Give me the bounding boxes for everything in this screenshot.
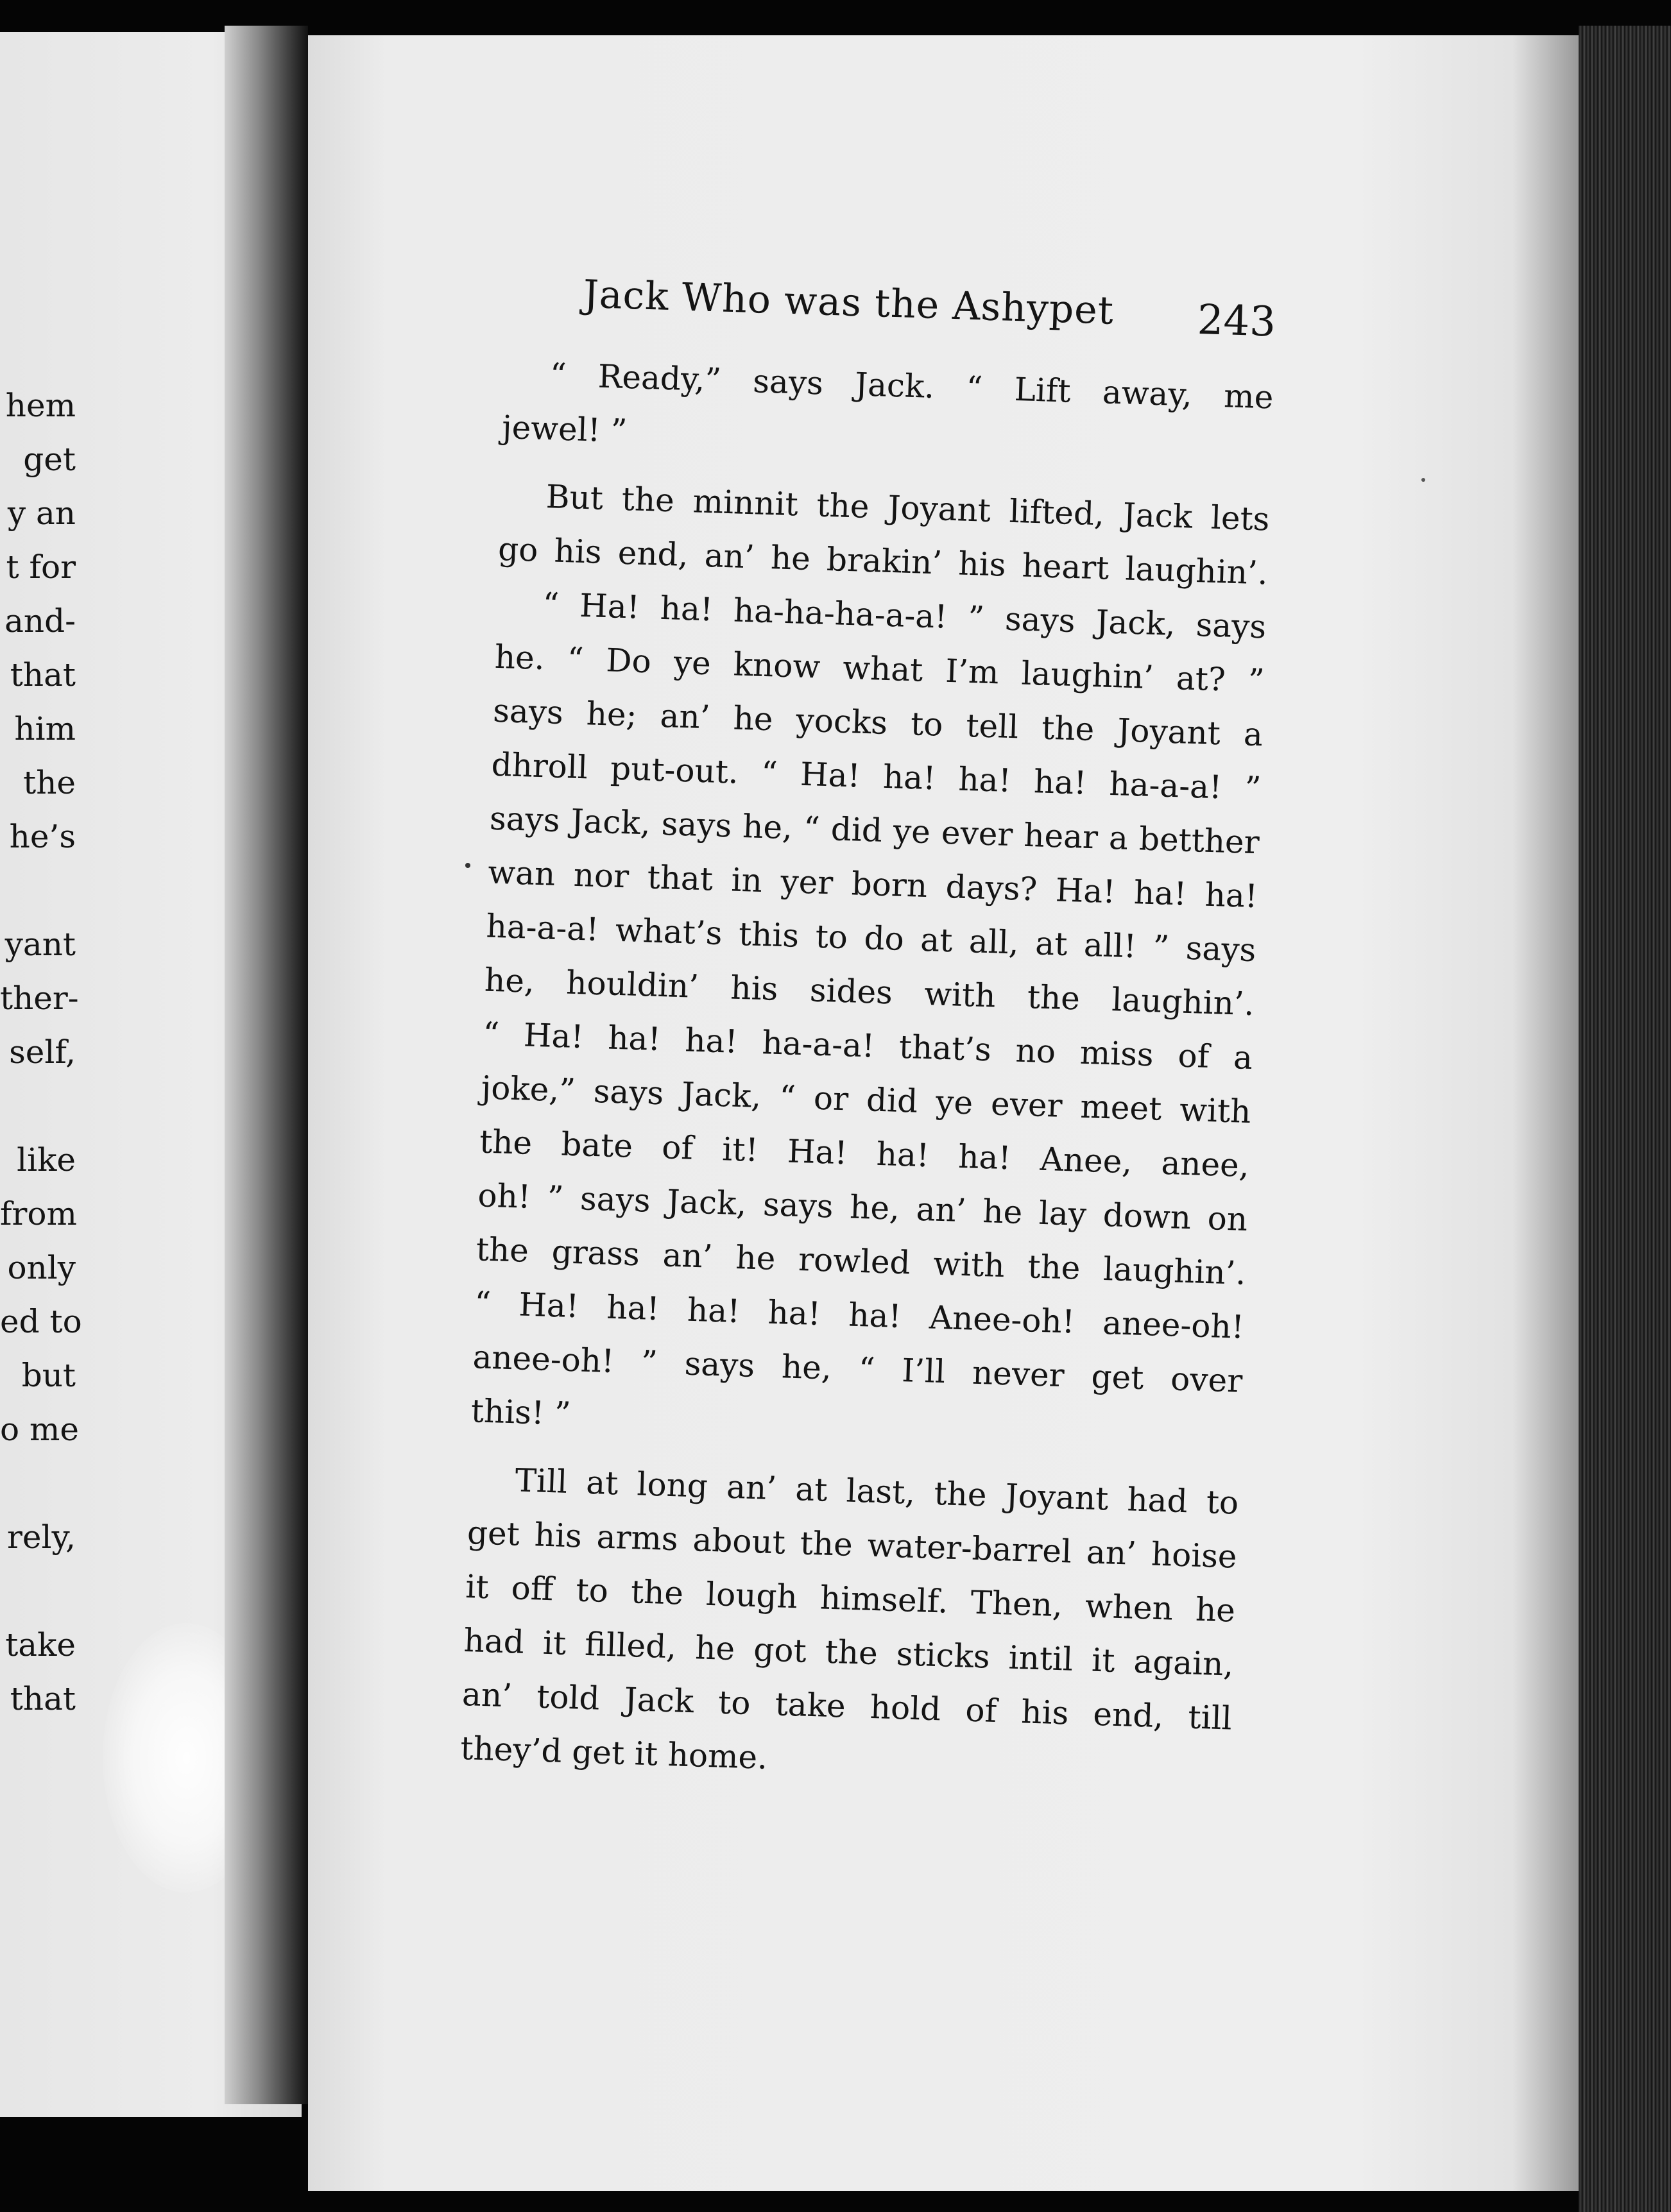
text-line: jewel! ”	[501, 408, 628, 450]
page-number: 243	[1196, 296, 1277, 346]
left-page-line: hem	[5, 387, 76, 424]
text-line: they’d get it home.	[459, 1729, 768, 1776]
text-line: he. “ Do ye know what I’m laughin’ at? ”	[494, 638, 1265, 700]
left-page-line: get	[23, 441, 76, 478]
text-line: “ Ha! ha! ha! ha! ha! Anee-oh! anee-oh!	[474, 1284, 1245, 1346]
left-page-line	[0, 1079, 76, 1133]
page-edges	[1579, 26, 1671, 2212]
left-page-line: but	[21, 1357, 76, 1394]
text-line: anee-oh! ” says he, “ I’ll never get over	[472, 1338, 1244, 1400]
left-page-line: like	[17, 1141, 76, 1178]
left-page-line: self,	[9, 1034, 76, 1071]
text-line: an’ told Jack to take hold of his end, till	[461, 1675, 1233, 1737]
left-page-line: ed to	[0, 1303, 82, 1340]
body-text	[459, 346, 1274, 1799]
text-line: it off to the lough himself. Then, when he	[465, 1568, 1236, 1629]
text-line: wan nor that in yer born days? Ha! ha! ha!	[487, 853, 1258, 915]
left-page-line	[0, 1564, 76, 1618]
left-page-line: take	[5, 1626, 76, 1663]
text-line: the bate of it! Ha! ha! ha! Anee, anee,	[479, 1123, 1250, 1185]
text-line: dhroll put-out. “ Ha! ha! ha! ha! ha-a-a! ”	[490, 745, 1262, 808]
text-line: joke,” says Jack, “ or did ye ever meet with	[481, 1069, 1252, 1131]
text-line: the grass an’ he rowled with the laughin’.	[476, 1230, 1247, 1292]
left-page-line	[0, 864, 76, 917]
left-page-line	[0, 1456, 76, 1510]
left-page-line: yant	[4, 926, 76, 963]
left-page-line: the	[23, 764, 76, 801]
left-page-line: o me	[0, 1411, 79, 1448]
left-page-line: that	[10, 656, 76, 693]
left-page-text-fragments	[0, 379, 82, 1726]
text-line: oh! ” says Jack, says he, an’ he lay down on	[477, 1177, 1248, 1238]
text-line: But the minnit the Joyant lifted, Jack lets	[545, 478, 1271, 538]
running-title: Jack Who was the Ashypet	[582, 271, 1115, 334]
paper-speck	[465, 863, 470, 868]
left-page-line: from	[0, 1195, 77, 1232]
paper-speck	[1421, 478, 1425, 482]
left-page-line: t for	[6, 549, 76, 586]
left-page-line: rely,	[7, 1519, 76, 1556]
text-line: “ Ha! ha! ha! ha-a-a! that’s no miss of a	[482, 1015, 1253, 1077]
text-line: Till at long an’ at last, the Joyant had to	[514, 1461, 1240, 1522]
text-line: says he; an’ he yocks to tell the Joyant a	[492, 692, 1264, 754]
left-page-line: that	[10, 1680, 76, 1717]
text-line: go his end, an’ he brakin’ his heart laughin’.	[497, 530, 1269, 592]
text-line: get his arms about the water-barrel an’ hoise	[467, 1514, 1238, 1576]
left-page-line: he’s	[9, 818, 76, 855]
left-page-line: y an	[7, 495, 76, 532]
text-line: had it filled, he got the sticks intil it again,	[463, 1621, 1235, 1683]
left-page-line: ther-	[0, 980, 79, 1017]
left-page-line: only	[7, 1249, 76, 1286]
text-line: “ Ready,” says Jack. “ Lift away, me	[549, 356, 1274, 416]
left-page-line: and-	[4, 602, 76, 640]
text-line: says Jack, says he, “ did ye ever hear a betther	[489, 799, 1260, 862]
page-text-block	[459, 269, 1276, 1799]
text-line: this! ”	[470, 1392, 572, 1433]
text-line: he, houldin’ his sides with the laughin’.	[484, 961, 1255, 1023]
text-line: ha-a-a! what’s this to do at all, at all! ” says	[485, 907, 1257, 969]
book-gutter	[225, 26, 308, 2104]
text-line: “ Ha! ha! ha-ha-ha-a-a! ” says Jack, says	[542, 586, 1267, 646]
left-page-line: him	[14, 710, 76, 747]
